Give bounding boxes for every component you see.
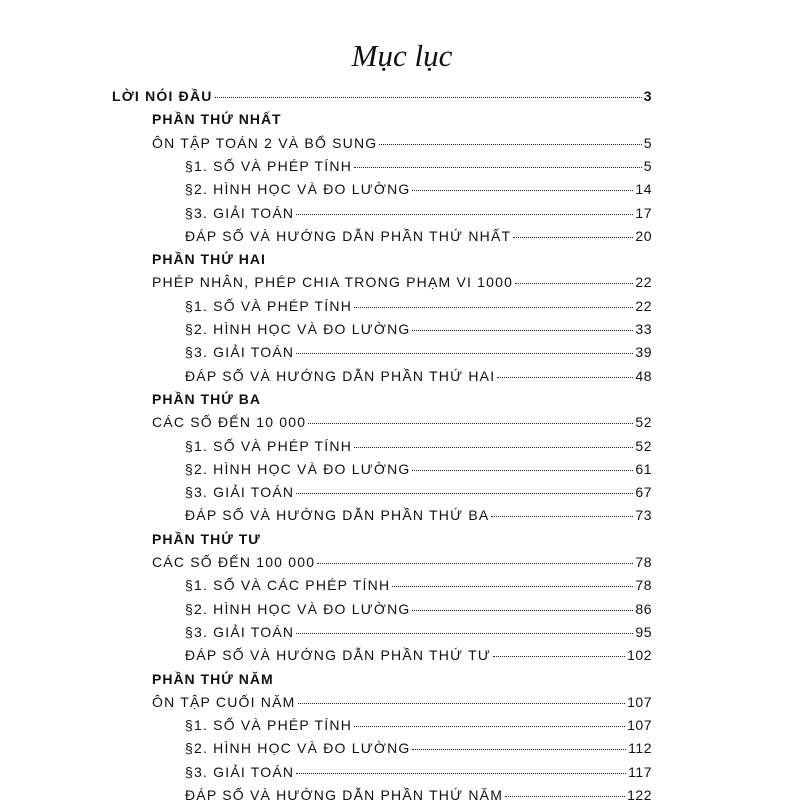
toc-entry-label: CÁC SỐ ĐẾN 100 000 [152, 554, 316, 570]
toc-preface-entry[interactable] [112, 88, 652, 104]
toc-entry-label: §3. GIẢI TOÁN [185, 763, 295, 780]
toc-page-number: 48 [635, 367, 652, 384]
toc-page-number: 117 [628, 763, 652, 780]
toc-section-entry[interactable] [185, 601, 652, 617]
dot-leader [215, 97, 642, 98]
toc-page-number: 102 [627, 647, 652, 664]
page-title: Mục lục [351, 38, 453, 73]
toc-section-entry[interactable] [185, 740, 652, 756]
part-heading: PHẦN THỨ NHẤT [152, 111, 282, 128]
toc-section-entry[interactable] [185, 181, 652, 197]
toc-page-number: 33 [635, 321, 652, 337]
toc-page-number: 122 [627, 787, 652, 803]
toc-chapter-entry[interactable] [152, 694, 652, 710]
toc-section-entry[interactable] [185, 438, 652, 454]
toc-section-entry[interactable] [185, 787, 652, 803]
toc-entry-label: LỜI NÓI ĐẦU [112, 88, 213, 104]
toc-section-entry[interactable] [185, 368, 652, 384]
dot-leader [296, 353, 633, 354]
dot-leader [505, 796, 625, 797]
dot-leader [296, 214, 633, 215]
toc-section-entry[interactable] [185, 321, 652, 337]
toc-entry-label: §2. HÌNH HỌC VÀ ĐO LƯỜNG [185, 600, 411, 617]
dot-leader [412, 470, 633, 471]
toc-entry-label: PHÉP NHÂN, PHÉP CHIA TRONG PHẠM VI 1000 [152, 274, 514, 291]
toc-page-number: 52 [635, 437, 652, 454]
toc-page-number: 5 [643, 134, 652, 151]
toc-page-number: 14 [635, 181, 652, 198]
toc-entry-label: §3. GIẢI TOÁN [185, 204, 295, 221]
dot-leader [412, 190, 633, 191]
toc-entry-label: ĐÁP SỐ VÀ HƯỚNG DẪN PHẦN THỨ TƯ [185, 647, 492, 664]
toc-section-entry[interactable] [185, 717, 652, 733]
toc-section-entry[interactable] [185, 344, 652, 360]
toc-section-entry[interactable] [185, 647, 652, 663]
dot-leader [296, 633, 633, 634]
dot-leader [412, 610, 633, 611]
toc-entry-label: §1. SỐ VÀ PHÉP TÍNH [185, 717, 353, 734]
part-heading: PHẦN THỨ HAI [152, 251, 266, 268]
toc-section-entry[interactable] [185, 205, 652, 221]
toc-page-number: 107 [627, 717, 652, 734]
toc-page-number: 73 [635, 507, 652, 524]
toc-section-entry[interactable] [185, 764, 652, 780]
toc-page-number: 22 [635, 274, 652, 291]
dot-leader [354, 167, 642, 168]
toc-entry-label: §1. SỐ VÀ CÁC PHÉP TÍNH [185, 577, 391, 594]
toc-entry-label: §2. HÌNH HỌC VÀ ĐO LƯỜNG [185, 321, 411, 337]
toc-entry-label: §3. GIẢI TOÁN [185, 484, 295, 501]
toc-section-entry[interactable] [185, 228, 652, 244]
toc-entry-label: §2. HÌNH HỌC VÀ ĐO LƯỜNG [185, 460, 411, 477]
part-heading: PHẦN THỨ NĂM [152, 670, 274, 687]
dot-leader [354, 307, 633, 308]
toc-entry-label: §1. SỐ VÀ PHÉP TÍNH [185, 437, 353, 454]
toc-page-number: 78 [635, 577, 652, 594]
dot-leader [379, 144, 641, 145]
dot-leader [354, 726, 625, 727]
dot-leader [412, 330, 633, 331]
dot-leader [308, 423, 633, 424]
toc-chapter-entry[interactable] [152, 135, 652, 151]
toc-entry-label: §2. HÌNH HỌC VÀ ĐO LƯỜNG [185, 181, 411, 198]
part-heading: PHẦN THỨ BA [152, 390, 261, 407]
toc-entry-label: ĐÁP SỐ VÀ HƯỚNG DẪN PHẦN THỨ HAI [185, 367, 496, 384]
toc-entry-label: §1. SỐ VÀ PHÉP TÍNH [185, 297, 353, 314]
toc-page-number: 67 [635, 484, 652, 501]
part-heading: PHẦN THỨ TƯ [152, 530, 261, 547]
toc-page-number: 107 [627, 693, 652, 710]
toc-page-number: 17 [635, 204, 652, 221]
toc-entry-label: ĐÁP SỐ VÀ HƯỚNG DẪN PHẦN THỨ BA [185, 507, 490, 524]
toc-section-entry[interactable] [185, 461, 652, 477]
toc-section-entry[interactable] [185, 577, 652, 593]
toc-page-number: 20 [635, 227, 652, 244]
toc-entry-label: ĐÁP SỐ VÀ HƯỚNG DẪN PHẦN THỨ NĂM [185, 787, 504, 803]
toc-section-entry[interactable] [185, 158, 652, 174]
dot-leader [392, 586, 633, 587]
toc-section-entry[interactable] [185, 298, 652, 314]
dot-leader [317, 563, 633, 564]
dot-leader [493, 656, 625, 657]
toc-entry-label: ĐÁP SỐ VÀ HƯỚNG DẪN PHẦN THỨ NHẤT [185, 227, 512, 244]
dot-leader [412, 749, 626, 750]
toc-page-number: 112 [628, 740, 652, 757]
toc-entry-label: CÁC SỐ ĐẾN 10 000 [152, 414, 307, 431]
toc-page-number: 61 [635, 460, 652, 477]
toc-page-number: 5 [643, 157, 652, 174]
toc-page-number: 86 [635, 600, 652, 617]
dot-leader [515, 283, 633, 284]
toc-entry-label: §2. HÌNH HỌC VÀ ĐO LƯỜNG [185, 740, 411, 757]
dot-leader [298, 703, 626, 704]
toc-page-number: 95 [635, 623, 652, 640]
toc-section-entry[interactable] [185, 624, 652, 640]
toc-entry-label: ÔN TẬP CUỐI NĂM [152, 693, 296, 710]
toc-entry-label: §1. SỐ VÀ PHÉP TÍNH [185, 157, 353, 174]
toc-page-number: 3 [643, 88, 652, 104]
toc-entry-label: §3. GIẢI TOÁN [185, 344, 295, 361]
dot-leader [354, 447, 633, 448]
toc-chapter-entry[interactable] [152, 274, 652, 290]
toc-entry-label: §3. GIẢI TOÁN [185, 623, 295, 640]
toc-section-entry[interactable] [185, 484, 652, 500]
toc-entry-label: ÔN TẬP TOÁN 2 VÀ BỔ SUNG [152, 134, 378, 151]
dot-leader [296, 493, 633, 494]
dot-leader [491, 516, 633, 517]
dot-leader [296, 773, 626, 774]
toc-chapter-entry[interactable] [152, 414, 652, 430]
toc-chapter-entry[interactable] [152, 554, 652, 570]
dot-leader [513, 237, 633, 238]
toc-section-entry[interactable] [185, 507, 652, 523]
toc-page-number: 39 [635, 344, 652, 361]
toc-page-number: 22 [635, 297, 652, 314]
toc-page-number: 52 [635, 414, 652, 431]
dot-leader [497, 377, 633, 378]
toc-page-number: 78 [635, 554, 652, 570]
